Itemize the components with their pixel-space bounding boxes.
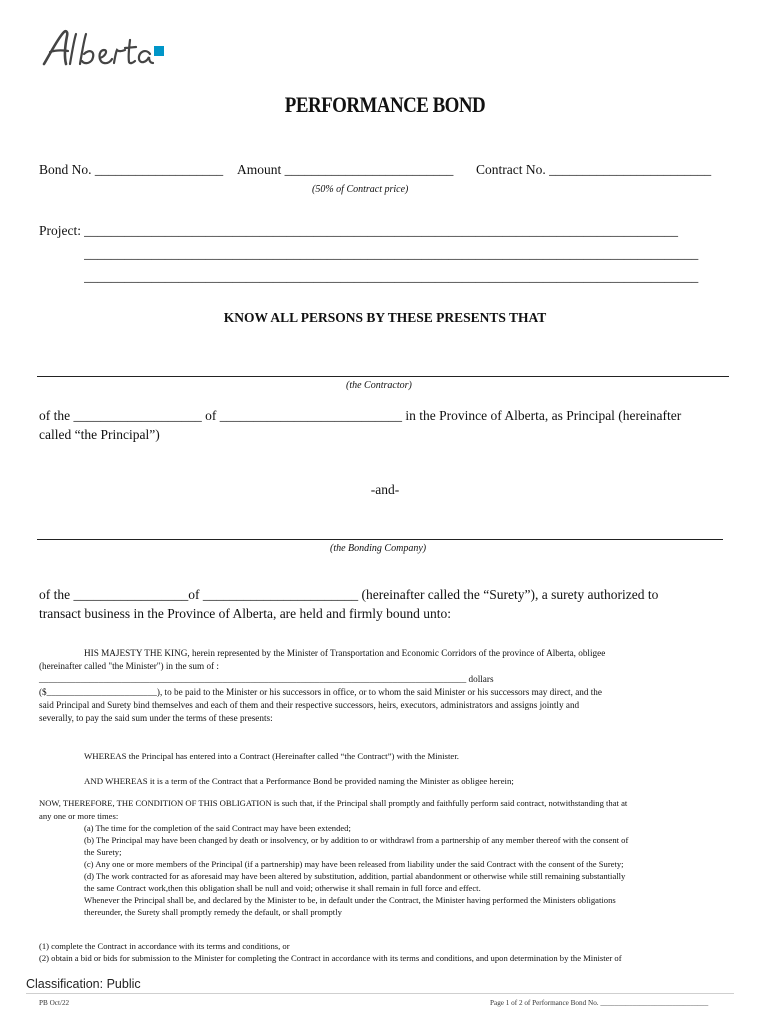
document-title: PERFORMANCE BOND xyxy=(284,92,486,117)
condition-d-line1: (d) The work contracted for as aforesaid may have been altered by substitution, addition, partial abandonment or otherwise while still remaining substantially xyxy=(84,871,626,881)
surety-clause-line2: transact business in the Province of Alberta, are held and firmly bound unto: xyxy=(39,606,452,621)
obligee-line1: HIS MAJESTY THE KING, herein represented by the Minister of Transportation and Economic Corridors of the province of Alberta, obligee xyxy=(84,648,606,658)
amount-field[interactable]: Amount _________________________ xyxy=(237,162,454,177)
project-label: Project: xyxy=(39,223,81,238)
contractor-name-line[interactable] xyxy=(37,376,729,377)
alberta-logo-mark xyxy=(40,26,170,70)
alberta-logo xyxy=(40,26,170,75)
now-therefore-line1: NOW, THEREFORE, THE CONDITION OF THIS OBLIGATION is such that, if the Principal shall promptly and faithfully perform said contract, notwithstanding that at xyxy=(39,798,628,808)
condition-c: (c) Any one or more members of the Principal (if a partnership) may have been released from liability under the said Contract with the consent of the Surety; xyxy=(84,859,624,869)
and-separator: -and- xyxy=(370,482,400,497)
now-therefore-line2: any one or more times: xyxy=(39,811,119,821)
contract-no-field[interactable]: Contract No. ________________________ xyxy=(476,162,712,177)
classification-label: Classification: Public xyxy=(26,977,141,991)
sum-dollars-line[interactable]: _____________________________________________________________________________________________ dollars xyxy=(39,674,494,684)
and-whereas-clause: AND WHEREAS it is a term of the Contract that a Performance Bond be provided naming the Minister as obligee herein; xyxy=(84,776,514,786)
whereas-clause: WHEREAS the Principal has entered into a Contract (Hereinafter called “the Contract”) with the Minister. xyxy=(84,751,459,761)
condition-d-line2: the same Contract work,then this obligation shall be null and void; otherwise it shall remain in full force and effect. xyxy=(84,883,481,893)
bonding-company-caption: (the Bonding Company) xyxy=(330,543,427,554)
page-info: Page 1 of 2 of Performance Bond No. ______________________________ xyxy=(490,999,709,1007)
obligee-line4: ($________________________), to be paid to the Minister or his successors in office, or to whom the said Minister or his successors may direct, and the xyxy=(39,687,602,697)
bonding-company-line[interactable] xyxy=(37,539,723,540)
condition-b-line1: (b) The Principal may have been changed by death or insolvency, or by addition to or withdrawl from a partnership of any member thereof with the consent of xyxy=(84,835,629,845)
default-clause-line1: Whenever the Principal shall be, and declared by the Minister to be, in default under the Contract, the Minister having performed the Ministers obligations xyxy=(84,895,616,905)
condition-b-line2: the Surety; xyxy=(84,847,122,857)
obligee-line2: (hereinafter called "the Minister") in the sum of : xyxy=(39,661,219,671)
project-line-3[interactable]: ___________________________________________________________________________________________ xyxy=(84,269,699,284)
condition-a: (a) The time for the completion of the said Contract may have been extended; xyxy=(84,823,351,833)
amount-note: (50% of Contract price) xyxy=(312,184,409,195)
obligee-line6: severally, to pay the said sum under the terms of these presents: xyxy=(39,713,273,723)
contractor-caption: (the Contractor) xyxy=(346,380,412,391)
project-line-1[interactable]: ________________________________________________________________________________________ xyxy=(84,223,678,238)
project-line-2[interactable]: ___________________________________________________________________________________________ xyxy=(84,246,699,261)
default-clause-line2: thereunder, the Surety shall promptly remedy the default, or shall promptly xyxy=(84,907,342,917)
option-1: (1) complete the Contract in accordance with its terms and conditions, or xyxy=(39,941,290,951)
know-all-heading: KNOW ALL PERSONS BY THESE PRESENTS THAT xyxy=(223,310,547,325)
form-code: PB Oct/22 xyxy=(39,999,70,1007)
alberta-logo-square xyxy=(154,46,164,56)
principal-clause-line1: of the ___________________ of ___________________________ in the Province of Alberta, as Principal (hereinafter xyxy=(39,408,682,423)
obligee-line5: said Principal and Surety bind themselves and each of them and their respective successors, heirs, executors, administrators and assigns jointly and xyxy=(39,700,580,710)
principal-clause-line2: called “the Principal”) xyxy=(39,427,160,442)
bond-no-field[interactable]: Bond No. ___________________ xyxy=(39,162,224,177)
option-2: (2) obtain a bid or bids for submission to the Minister for completing the Contract in accordance with its terms and conditions, and upon determination by the Minister of xyxy=(39,953,622,963)
surety-clause-line1: of the _________________of _______________________ (hereinafter called the “Surety”), a surety authorized to xyxy=(39,587,659,602)
footer-divider xyxy=(26,993,734,994)
